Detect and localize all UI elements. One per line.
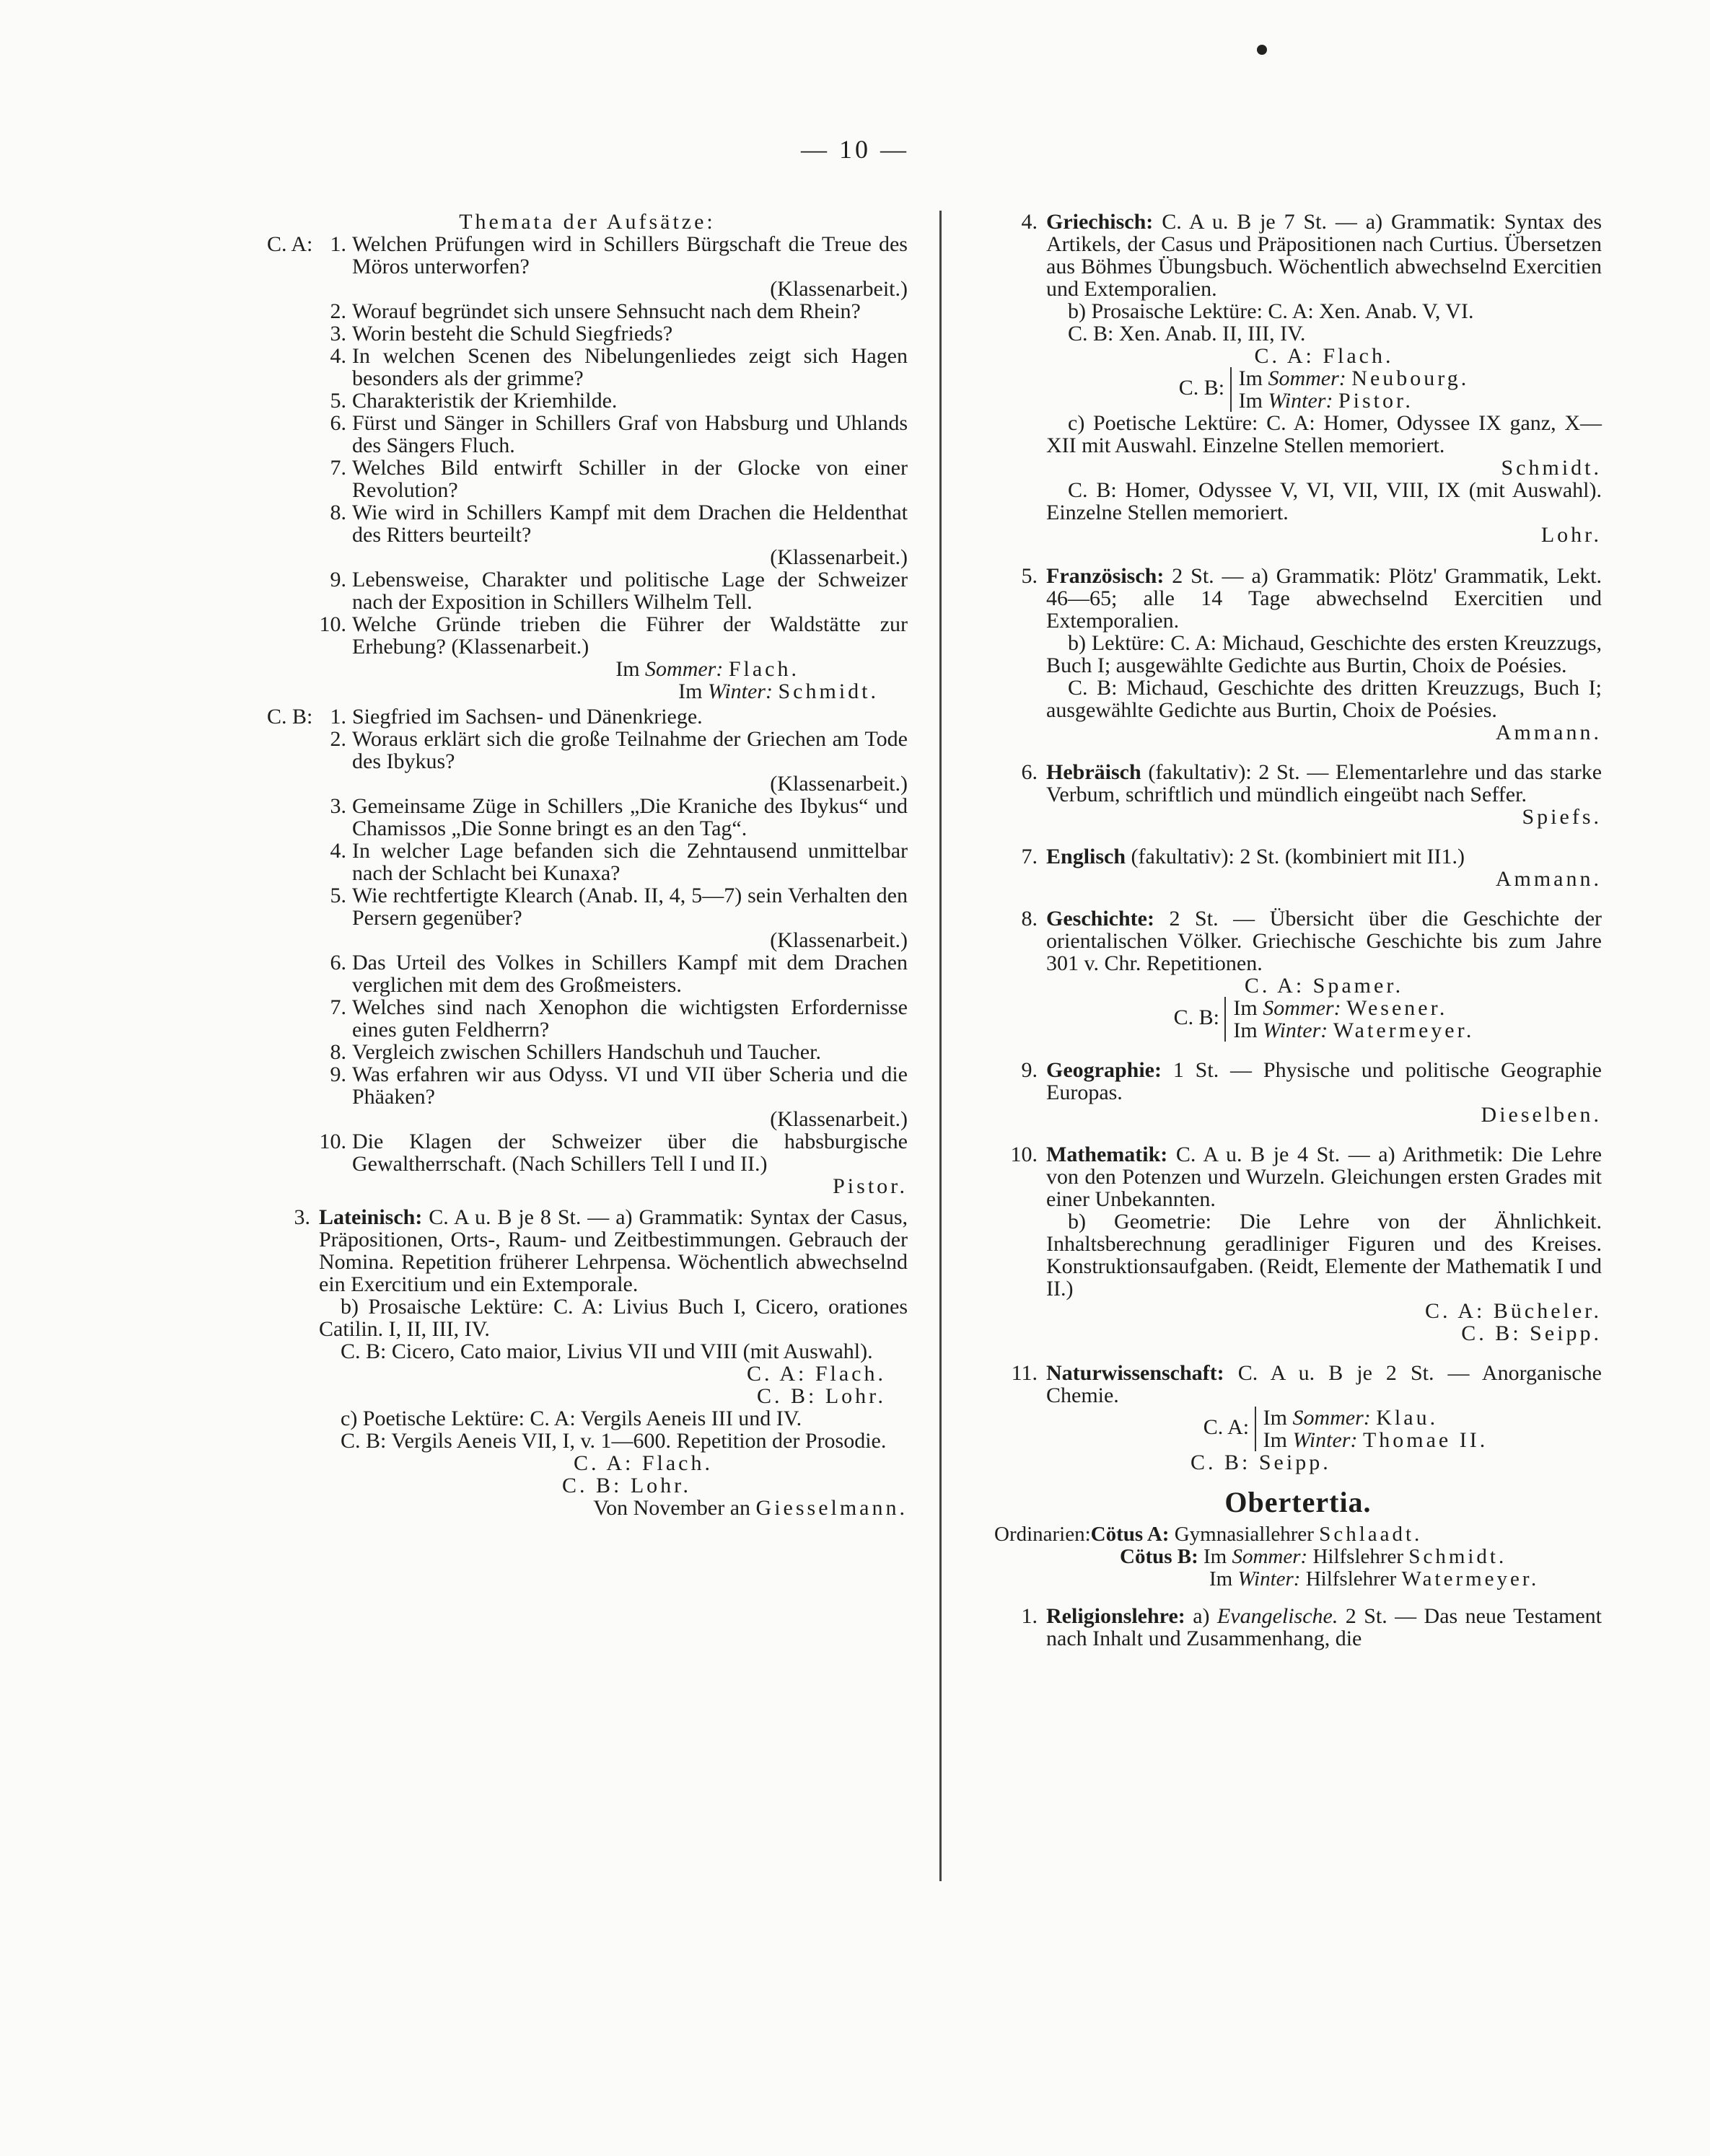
section-text: C. A u. B je 4 St. — a) Arithmetik: Die Lehre von den Potenzen und Wurzeln. Gleichungen ersten Grades mit einer Unbekannten.	[1046, 1143, 1602, 1211]
sig-season: Winter:	[1263, 1018, 1328, 1042]
sig-prefix: Im	[1203, 1545, 1232, 1568]
teacher-name: Schmidt.	[1501, 456, 1602, 480]
item-number: 3.	[330, 322, 346, 346]
teacher-name: C. A: Spamer.	[1244, 974, 1404, 998]
item-text: Welches sind nach Xenophon die wichtigsten Erfordernisse eines guten Feldherrn?	[352, 995, 908, 1042]
class-label: C. B:	[1173, 1005, 1219, 1029]
section-text: (fakultativ): 2 St. (kombiniert mit II1.)	[1131, 845, 1465, 868]
item-text: Gemeinsame Züge in Schillers „Die Kraniche des Ibykus“ und Chamissos „Die Sonne bringt es an den Tag“.	[352, 794, 908, 840]
signature-bracket	[1046, 997, 1602, 1042]
essay-item	[267, 457, 908, 501]
essay-item	[267, 568, 908, 613]
teacher-title: Gymnasiallehrer	[1174, 1523, 1320, 1546]
sig-prefix: Im	[1263, 1406, 1293, 1430]
ordinarius-cb-winter	[994, 1568, 1602, 1590]
essay-list-ca	[267, 233, 908, 658]
section-text: 1 St. — Physische und politische Geographie Europas.	[1046, 1058, 1602, 1104]
section-text: 2 St. — Übersicht über die Geschichte der orientalischen Völker. Griechische Geschichte bis zum Jahre 301 v. Chr. Repetitionen.	[1046, 907, 1602, 975]
item-number: 4.	[330, 344, 346, 368]
teacher-name: C. A: Flach.	[573, 1451, 713, 1475]
teacher-name: C. A: Flach.	[1254, 344, 1394, 368]
essay-item	[267, 1041, 908, 1063]
essay-item	[267, 390, 908, 412]
teacher-name: Flach.	[728, 657, 799, 681]
item-number: 6.	[330, 411, 346, 435]
section-mathematik	[994, 1143, 1602, 1345]
reading-prose-cb: C. B: Xen. Anab. II, III, IV.	[1068, 322, 1306, 346]
item-number: 1.	[330, 705, 346, 729]
item-number: 3.	[330, 794, 346, 818]
obertertia-heading: Obertertia.	[1224, 1486, 1372, 1518]
section-number: 6.	[1021, 760, 1038, 784]
ordinarius-ca	[994, 1523, 1602, 1546]
item-text: Wie rechtfertigte Klearch (Anab. II, 4, 5—7) sein Verhalten den Persern gegenüber?	[352, 884, 908, 930]
item-number: 7.	[330, 995, 346, 1019]
section-geographie	[994, 1059, 1602, 1126]
reading-poetry-cb: C. B: Homer, Odyssee V, VI, VII, VIII, IX (mit Auswahl). Einzelne Stellen memoriert.	[1046, 478, 1602, 524]
sig-season: Winter:	[1268, 389, 1333, 413]
section-title: Geographie:	[1046, 1058, 1162, 1082]
section-text-geometry: b) Geometrie: Die Lehre von der Ähnlichkeit. Inhaltsberechnung geradliniger Figuren und des Kreises. Konstruktionsaufgaben. (Reidt, Elemente der Mathematik I und II.)	[1046, 1210, 1602, 1301]
sig-prefix: Im	[1238, 366, 1268, 390]
essay-list-cb	[267, 705, 908, 1175]
essay-item	[267, 884, 908, 951]
section-title: Religionslehre:	[1046, 1604, 1185, 1628]
teacher-name: Thomae II.	[1362, 1428, 1488, 1452]
class-label: Cötus A:	[1090, 1523, 1170, 1546]
signature-summer	[267, 658, 908, 680]
class-label: C. B:	[1178, 375, 1225, 400]
teacher-name: Schmidt.	[778, 679, 879, 703]
sig-season: Sommer:	[1292, 1406, 1371, 1430]
item-text: In welcher Lage befanden sich die Zehntausend unmittelbar nach der Schlacht bei Kunaxa?	[352, 839, 908, 885]
reading-prose-ca: b) Prosaische Lektüre: C. A: Xen. Anab. V, VI.	[1068, 299, 1474, 323]
essay-item	[267, 705, 908, 728]
essay-item	[267, 501, 908, 568]
item-number: 9.	[330, 568, 346, 591]
class-label-cb: C. B:	[267, 705, 313, 729]
item-number: 5.	[330, 884, 346, 907]
teacher-name: Neubourg.	[1351, 366, 1470, 390]
item-text: Was erfahren wir aus Odyss. VI und VII über Scheria und die Phäaken?	[352, 1062, 908, 1109]
section-text-italic: Evangelische.	[1216, 1604, 1338, 1628]
teacher-title: Hilfslehrer	[1300, 1567, 1402, 1590]
sig-prefix: Von November an	[593, 1496, 756, 1520]
signature-november	[319, 1497, 908, 1519]
section-latein	[267, 1206, 908, 1519]
sig-prefix: Im	[1263, 1428, 1293, 1452]
essay-item	[267, 996, 908, 1041]
item-number: 8.	[330, 501, 346, 524]
item-note: (Klassenarbeit.)	[770, 545, 908, 569]
essay-item	[267, 728, 908, 795]
essay-item	[267, 1063, 908, 1130]
right-column	[994, 211, 1602, 1650]
teacher-name: Schlaadt.	[1319, 1523, 1423, 1546]
reading-cb: C. B: Michaud, Geschichte des dritten Kreuzzugs, Buch I; ausgewählte Gedichte aus Burtin, Choix de Poésies.	[1046, 676, 1602, 722]
item-text: Lebensweise, Charakter und politische Lage der Schweizer nach der Exposition in Schillers Wilhelm Tell.	[352, 568, 908, 614]
teacher-name: Ammann.	[1495, 867, 1602, 891]
section-naturwissenschaft	[994, 1362, 1602, 1474]
sig-prefix: Im	[615, 657, 646, 681]
section-geschichte	[994, 907, 1602, 1042]
ordinarius-cb	[994, 1546, 1602, 1568]
section-text: C. A u. B je 8 St. — a) Grammatik: Syntax der Casus, Präpositionen, Orts-, Raum- und Zeitbestimmungen. Gebrauch der Nomina. Repetition früherer Lehrpensa. Wöchentlich abwechselnd ein Exercitium und ein Extemporale.	[319, 1205, 908, 1296]
sig-season: Winter:	[1292, 1428, 1358, 1452]
essay-item	[267, 412, 908, 457]
section-number: 9.	[1021, 1058, 1038, 1082]
item-text: Die Klagen der Schweizer über die habsburgische Gewaltherrschaft. (Nach Schillers Tell I und II.)	[352, 1130, 908, 1176]
section-title: Französisch:	[1046, 564, 1165, 588]
sig-season: Sommer:	[1268, 366, 1346, 390]
teacher-name: C. B: Lohr.	[561, 1474, 691, 1497]
teacher-name: Spiefs.	[1522, 805, 1602, 829]
teacher-name: C. B: Lohr.	[756, 1384, 886, 1408]
section-title: Geschichte:	[1046, 907, 1154, 930]
ink-speck	[1257, 45, 1267, 55]
item-text: Welche Gründe trieben die Führer der Waldstätte zur Erhebung? (Klassenarbeit.)	[352, 612, 908, 659]
section-title: Englisch	[1046, 845, 1126, 868]
sig-prefix: Im	[1209, 1567, 1238, 1590]
section-title: Naturwissenschaft:	[1046, 1361, 1224, 1385]
item-number: 6.	[330, 951, 346, 974]
section-religionslehre	[994, 1605, 1602, 1650]
essay-item	[267, 300, 908, 322]
teacher-name: Lohr.	[1540, 523, 1602, 547]
section-englisch	[994, 845, 1602, 890]
item-text: Vergleich zwischen Schillers Handschuh und Taucher.	[352, 1040, 821, 1064]
essay-item	[267, 795, 908, 840]
sig-prefix: Im	[1233, 996, 1263, 1020]
sig-season: Winter:	[1237, 1567, 1301, 1590]
class-label: C. A:	[1203, 1414, 1250, 1439]
sig-season: Sommer:	[1232, 1545, 1308, 1568]
item-note: (Klassenarbeit.)	[770, 277, 908, 301]
reading-poetry-cb: C. B: Vergils Aeneis VII, I, v. 1—600. Repetition der Prosodie.	[341, 1429, 887, 1453]
section-title: Griechisch:	[1046, 210, 1154, 234]
item-text: Das Urteil des Volkes in Schillers Kampf mit dem Drachen verglichen mit dem des Großmeisters.	[352, 951, 908, 997]
teacher-name: Ammann.	[1495, 721, 1602, 744]
left-column	[267, 211, 908, 1519]
section-griechisch	[994, 211, 1602, 546]
ordinarien-block	[994, 1523, 1602, 1590]
item-note: (Klassenarbeit.)	[770, 1107, 908, 1131]
item-text: Siegfried im Sachsen- und Dänenkriege.	[352, 705, 703, 729]
signature-bracket	[1046, 367, 1602, 412]
item-text: Charakteristik der Kriemhilde.	[352, 389, 618, 413]
item-number: 2.	[330, 727, 346, 751]
item-number: 8.	[330, 1040, 346, 1064]
sig-prefix: Im	[1233, 1018, 1263, 1042]
item-text: Woraus erklärt sich die große Teilnahme der Griechen am Tode des Ibykus?	[352, 727, 908, 773]
sig-season: Winter:	[707, 679, 773, 703]
teacher-name: C. A: Flach.	[746, 1362, 886, 1386]
reading-prose-ca: b) Prosaische Lektüre: C. A: Livius Buch I, Cicero, orationes Catilin. I, II, III, IV.	[319, 1295, 908, 1341]
teacher-name: C. A: Bücheler.	[1425, 1299, 1602, 1323]
essay-item	[267, 613, 908, 658]
item-text: Wie wird in Schillers Kampf mit dem Drachen die Heldenthat des Ritters beurteilt?	[352, 501, 908, 547]
signature-bracket	[1046, 1407, 1602, 1451]
section-text: C. A u. B je 7 St. — a) Grammatik: Syntax des Artikels, der Casus und Präpositionen nach Curtius. Übersetzen aus Böhmes Übungsbuch. Wöchentlich abwechselnd Exercitien und Extemporalien.	[1046, 210, 1602, 301]
signature-winter	[267, 680, 908, 703]
item-text: Worin besteht die Schuld Siegfrieds?	[352, 322, 673, 346]
item-text: Welches Bild entwirft Schiller in der Glocke von einer Revolution?	[352, 456, 908, 502]
signature-pistor: Pistor.	[833, 1174, 908, 1198]
essay-item	[267, 951, 908, 996]
item-note: (Klassenarbeit.)	[770, 928, 908, 952]
page-number: — 10 —	[801, 135, 909, 164]
sig-season: Sommer:	[1263, 996, 1341, 1020]
item-number: 5.	[330, 389, 346, 413]
item-text: Worauf begründet sich unsere Sehnsucht nach dem Rhein?	[352, 299, 861, 323]
reading-ca: b) Lektüre: C. A: Michaud, Geschichte des ersten Kreuzzugs, Buch I; ausgewählte Gedichte aus Burtin, Choix de Poésies.	[1046, 631, 1602, 677]
section-hebraeisch	[994, 761, 1602, 828]
teacher-name: Pistor.	[1338, 389, 1413, 413]
section-franzoesisch	[994, 565, 1602, 744]
class-label: Cötus B:	[1120, 1545, 1198, 1568]
teacher-name: Giesselmann.	[755, 1496, 908, 1520]
sig-season: Sommer:	[645, 657, 724, 681]
item-number: 10.	[319, 1130, 346, 1153]
teacher-name: Klau.	[1376, 1406, 1439, 1430]
section-number: 5.	[1021, 564, 1038, 588]
section-number: 4.	[1021, 210, 1038, 234]
teacher-title: Hilfslehrer	[1307, 1545, 1409, 1568]
teacher-name: C. B: Seipp.	[1191, 1451, 1331, 1474]
section-number: 3.	[294, 1205, 310, 1229]
essay-item	[267, 322, 908, 345]
item-text: Welchen Prüfungen wird in Schillers Bürgschaft die Treue des Möros unterworfen?	[352, 232, 908, 278]
essay-item	[267, 233, 908, 300]
teacher-name: Wesener.	[1346, 996, 1448, 1020]
essay-item	[267, 345, 908, 390]
reading-poetry-ca: c) Poetische Lektüre: C. A: Homer, Odyssee IX ganz, X—XII mit Auswahl. Einzelne Stellen memoriert.	[1046, 411, 1602, 457]
teacher-name: Watermeyer.	[1333, 1018, 1475, 1042]
teacher-name: Dieselben.	[1481, 1103, 1602, 1127]
section-text: 2 St. — Das neue Testament nach Inhalt und Zusammenhang, die	[1046, 1604, 1602, 1650]
section-number: 11.	[1011, 1361, 1038, 1385]
section-title: Mathematik:	[1046, 1143, 1168, 1166]
section-title: Hebräisch	[1046, 760, 1141, 784]
section-text: 2 St. — a) Grammatik: Plötz' Grammatik, Lekt. 46—65; alle 14 Tage abwechselnd Exercitien und Extemporalien.	[1046, 564, 1602, 633]
section-text: (fakultativ): 2 St. — Elementarlehre und das starke Verbum, schriftlich und mündlich eingeübt nach Seffer.	[1046, 760, 1602, 806]
sig-prefix: Im	[678, 679, 708, 703]
reading-prose-cb: C. B: Cicero, Cato maior, Livius VII und VIII (mit Auswahl).	[341, 1339, 873, 1363]
section-number: 10.	[1010, 1143, 1038, 1166]
section-title: Lateinisch:	[319, 1205, 423, 1229]
teacher-name: C. B: Seipp.	[1461, 1321, 1602, 1345]
sig-prefix: Im	[1238, 389, 1268, 413]
item-number: 1.	[330, 232, 346, 256]
essay-topics-heading: Themata der Aufsätze:	[459, 210, 716, 234]
section-number: 8.	[1021, 907, 1038, 930]
item-number: 2.	[330, 299, 346, 323]
item-number: 9.	[330, 1062, 346, 1086]
item-number: 4.	[330, 839, 346, 863]
essay-item	[267, 1130, 908, 1175]
reading-poetry-ca: c) Poetische Lektüre: C. A: Vergils Aeneis III und IV.	[341, 1407, 802, 1430]
section-number: 1.	[1021, 1604, 1038, 1628]
essay-item	[267, 840, 908, 884]
section-text: C. A u. B je 2 St. — Anorganische Chemie.	[1046, 1361, 1602, 1407]
section-text: a)	[1193, 1604, 1217, 1628]
column-divider	[939, 211, 942, 1881]
section-number: 7.	[1021, 845, 1038, 868]
item-note: (Klassenarbeit.)	[770, 772, 908, 796]
item-number: 7.	[330, 456, 346, 480]
teacher-name: Schmidt.	[1408, 1545, 1507, 1568]
ordinarien-label: Ordinarien:	[994, 1523, 1091, 1546]
teacher-name: Watermeyer.	[1401, 1567, 1540, 1590]
item-text: Fürst und Sänger in Schillers Graf von Habsburg und Uhlands des Sängers Fluch.	[352, 411, 908, 457]
item-text: In welchen Scenen des Nibelungenliedes zeigt sich Hagen besonders als der grimme?	[352, 344, 908, 390]
class-label-ca: C. A:	[267, 232, 313, 256]
item-number: 10.	[319, 612, 346, 636]
